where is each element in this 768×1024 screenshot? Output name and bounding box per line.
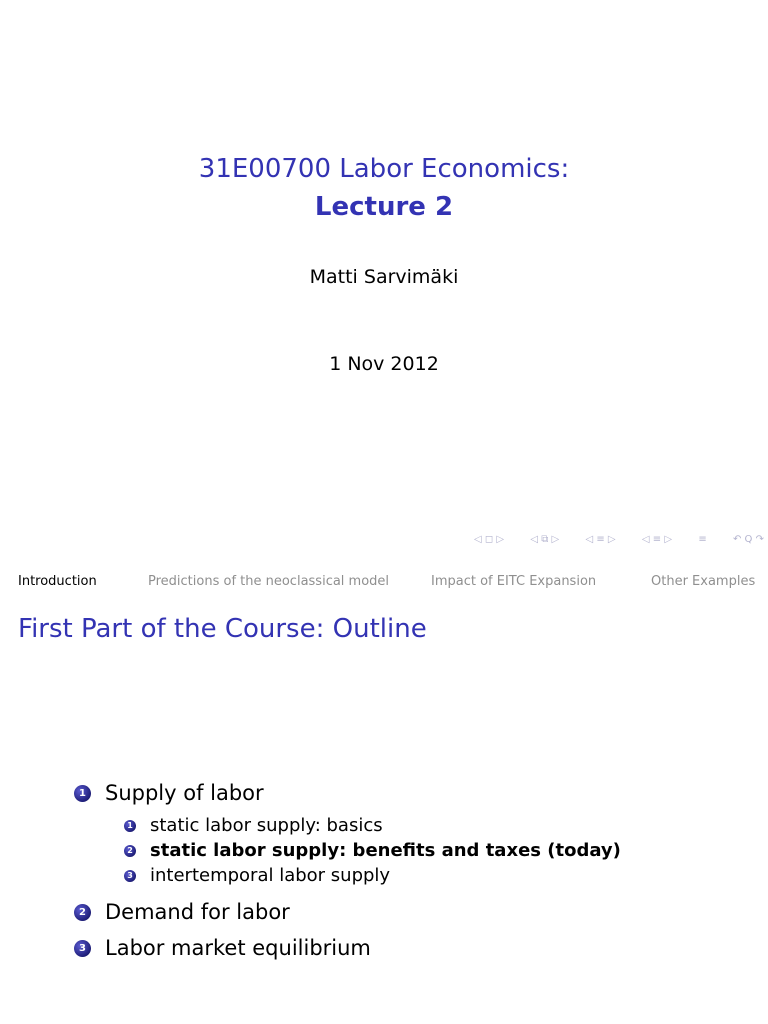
outline-slide: [0, 560, 768, 1024]
back-search-forward-icon[interactable]: ↶ Q ↷: [732, 533, 764, 545]
headline-section-other-examples[interactable]: Other Examples: [651, 574, 756, 589]
numbered-ball-icon: 1: [124, 820, 136, 832]
numbered-ball-icon: 1: [74, 785, 91, 802]
headline-section-eitc[interactable]: Impact of EITC Expansion: [431, 574, 597, 589]
author-name: Matti Sarvimäki: [309, 266, 459, 288]
numbered-ball-icon: 2: [124, 845, 136, 857]
document-nav-icon[interactable]: ◁ ≡ ▷: [641, 533, 673, 545]
list-item-label: Supply of labor: [105, 781, 264, 805]
numbered-ball-icon: 2: [74, 904, 91, 921]
list-item: [74, 779, 754, 807]
headline-section-introduction[interactable]: Introduction: [18, 574, 97, 589]
section-headline-bar: [0, 572, 768, 592]
frame-title: First Part of the Course: Outline: [18, 614, 427, 644]
numbered-ball-icon: 3: [74, 940, 91, 957]
subsection-nav-icon[interactable]: ◁ ⧉ ▷: [530, 533, 560, 545]
list-item-label: Demand for labor: [105, 900, 290, 924]
sub-list: [74, 813, 754, 888]
lecture-title: Lecture 2: [314, 192, 454, 222]
frame-nav-icon[interactable]: ◁ ◻ ▷: [474, 533, 505, 545]
headline-section-predictions[interactable]: Predictions of the neoclassical model: [148, 574, 390, 589]
outline-list: [74, 779, 754, 962]
list-item-label: Labor market equilibrium: [105, 936, 371, 960]
list-item: [74, 934, 754, 962]
sub-list-item: [74, 863, 754, 888]
sub-list-item-label: static labor supply: basics: [150, 815, 383, 836]
sub-list-item-label: intertemporal labor supply: [150, 865, 391, 886]
section-nav-icon[interactable]: ◁ ≡ ▷: [585, 533, 616, 545]
sub-list-item: [74, 838, 754, 863]
sub-list-item: [74, 813, 754, 838]
lecture-date: 1 Nov 2012: [329, 353, 439, 375]
course-title: 31E00700 Labor Economics:: [198, 154, 570, 184]
numbered-ball-icon: 3: [124, 870, 136, 882]
appendix-nav-icon[interactable]: ≡: [698, 533, 707, 545]
sub-list-item-label-highlighted: static labor supply: benefits and taxes (today): [150, 840, 621, 861]
list-item: [74, 898, 754, 926]
beamer-navigation-bar: [474, 531, 764, 547]
